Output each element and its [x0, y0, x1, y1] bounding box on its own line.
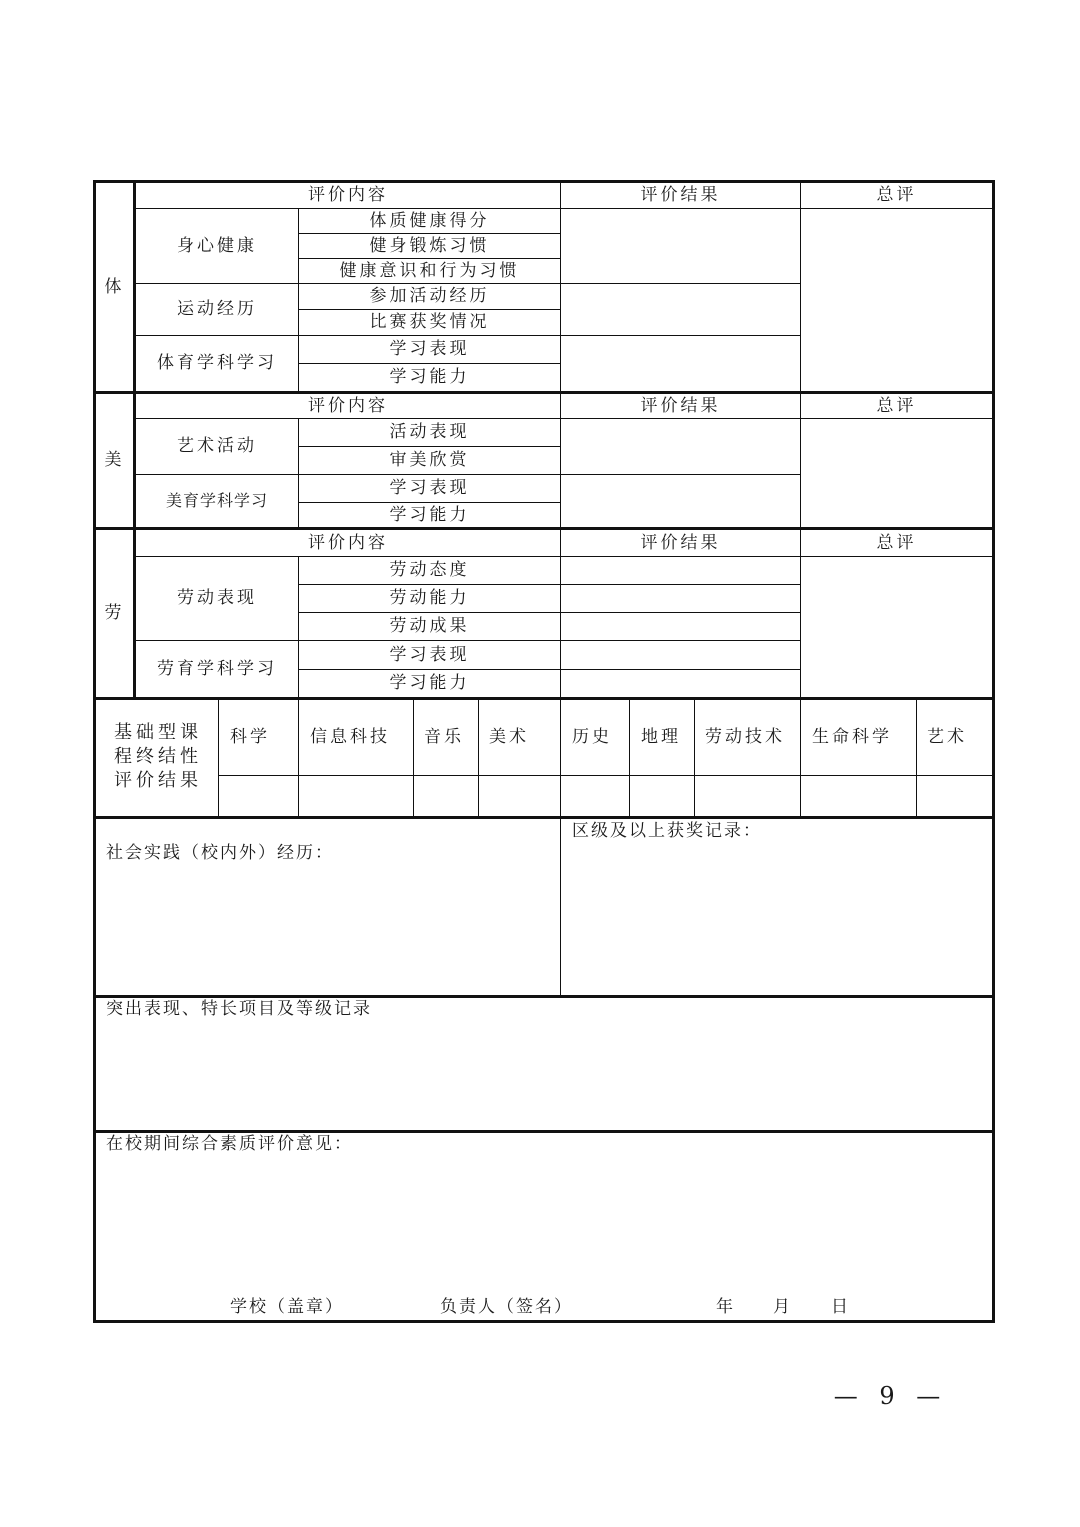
subject-result-cell[interactable]	[299, 776, 413, 816]
form-border-right	[992, 180, 995, 1323]
header-result: 评价结果	[640, 185, 721, 205]
group-name: 劳动表现	[177, 588, 257, 608]
item-name: 参加活动经历	[369, 286, 490, 306]
header-content: 评价内容	[308, 532, 388, 553]
header-content: 评价内容	[308, 395, 388, 416]
subject-header: 艺术	[927, 727, 967, 747]
item-name: 健身锻炼习惯	[369, 235, 490, 256]
category-label-mei: 美	[104, 450, 125, 470]
category-label-lao: 劳	[104, 603, 125, 623]
year-label: 年	[716, 1297, 735, 1317]
group-name: 体育学科学习	[157, 353, 277, 373]
subject-header: 劳动技术	[705, 727, 785, 747]
item-name: 劳动态度	[389, 560, 470, 580]
section-divider-highlights	[93, 995, 995, 998]
header-overall: 总评	[876, 395, 917, 416]
school-seal-label: 学校（盖章）	[230, 1297, 344, 1317]
header-result: 评价结果	[640, 532, 721, 553]
item-name: 活动表现	[389, 422, 470, 442]
subject-result-cell[interactable]	[479, 776, 560, 816]
subject-header: 美术	[489, 727, 529, 747]
subject-header: 生命科学	[812, 727, 892, 747]
section-divider-opinion	[93, 1130, 995, 1133]
page-number: — 9 —	[833, 1382, 941, 1410]
courses-label: 基础型课程终结性评价结果	[114, 722, 202, 791]
month-label: 月	[773, 1297, 792, 1317]
item-name: 劳动成果	[389, 616, 470, 636]
subject-result-cell[interactable]	[561, 776, 629, 816]
social-practice-label: 社会实践（校内外）经历：	[106, 843, 334, 863]
header-overall: 总评	[876, 185, 917, 205]
item-name: 学习表现	[389, 478, 470, 498]
group-name: 劳育学科学习	[157, 658, 277, 679]
section-divider-practice	[93, 816, 995, 819]
principal-signature-label: 负责人（签名）	[440, 1297, 573, 1317]
item-name: 体质健康得分	[369, 210, 490, 231]
item-name: 学习能力	[389, 504, 470, 525]
highlights-label: 突出表现、特长项目及等级记录	[106, 999, 372, 1019]
awards-label: 区级及以上获奖记录：	[572, 821, 762, 841]
item-name: 学习能力	[389, 367, 470, 387]
item-name: 学习表现	[389, 644, 470, 665]
item-name: 审美欣赏	[389, 450, 470, 470]
group-name: 美育学科学习	[165, 491, 268, 510]
header-result: 评价结果	[640, 395, 721, 416]
item-name: 学习能力	[389, 673, 470, 693]
group-name: 运动经历	[177, 299, 257, 319]
item-name: 学习表现	[389, 339, 470, 359]
subject-header: 音乐	[424, 727, 464, 747]
result-overall-line	[800, 180, 801, 393]
group-name: 艺术活动	[177, 436, 257, 456]
opinion-label: 在校期间综合素质评价意见：	[106, 1134, 353, 1154]
subject-header: 历史	[572, 727, 612, 747]
subject-result-cell[interactable]	[219, 776, 298, 816]
subject-header: 地理	[641, 727, 681, 747]
subject-header: 信息科技	[310, 727, 390, 747]
header-content: 评价内容	[308, 185, 388, 205]
group-name: 身心健康	[177, 235, 257, 256]
subject-header: 科学	[230, 727, 270, 747]
item-name: 健康意识和行为习惯	[339, 260, 520, 281]
subject-result-cell[interactable]	[801, 776, 916, 816]
practice-awards-line	[560, 818, 561, 996]
category-label-ti: 体	[104, 276, 125, 297]
subject-result-cell[interactable]	[917, 776, 992, 816]
day-label: 日	[831, 1297, 850, 1317]
subject-result-cell[interactable]	[695, 776, 800, 816]
form-border-bottom	[93, 1320, 995, 1323]
item-name: 劳动能力	[389, 588, 470, 608]
item-name: 比赛获奖情况	[369, 312, 490, 332]
subject-result-cell[interactable]	[630, 776, 694, 816]
subject-result-cell[interactable]	[414, 776, 478, 816]
header-overall: 总评	[876, 532, 917, 553]
content-result-line	[560, 180, 561, 393]
